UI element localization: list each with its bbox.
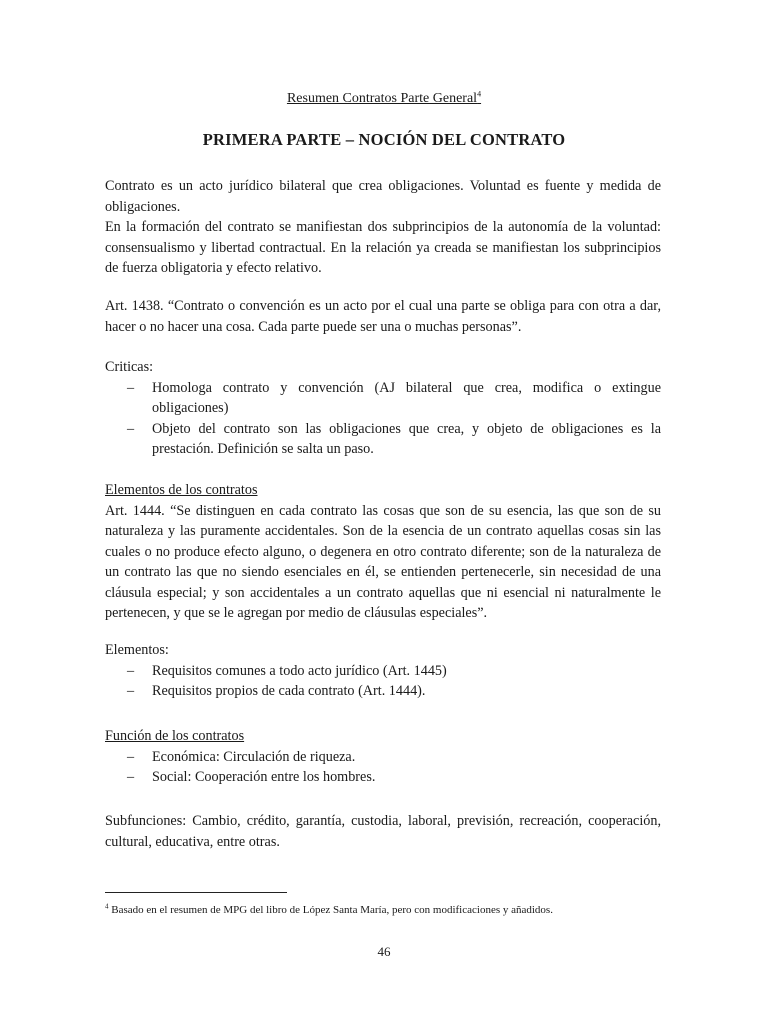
- list-item: [105, 378, 661, 419]
- list-item: [105, 767, 661, 788]
- list-item: [105, 747, 661, 768]
- subfunciones-section: [105, 811, 661, 852]
- elementos-contratos-section: [105, 480, 661, 624]
- elementos-label: Elementos:: [105, 642, 169, 658]
- footnote-marker: 4: [105, 902, 109, 911]
- intro-paragraph-1: Contrato es un acto jurídico bilateral que crea obligaciones. Voluntad es fuente y medida de obligaciones.: [105, 178, 661, 215]
- funcion-item-text: Social: Cooperación entre los hombres.: [152, 769, 376, 785]
- elementos-item-text: Requisitos propios de cada contrato (Art. 1444).: [152, 683, 426, 699]
- criticas-section: [105, 357, 661, 460]
- footnote-divider: [105, 892, 287, 893]
- funcion-item-text: Económica: Circulación de riqueza.: [152, 748, 356, 765]
- part-title: PRIMERA PARTE – NOCIÓN DEL CONTRATO: [202, 130, 566, 149]
- list-item: [105, 661, 661, 682]
- article-1438-quote: Art. 1438. “Contrato o convención es un acto por el cual una parte se obliga para con otra a dar, hacer o no hacer una cosa. Cada parte puede ser una o muchas personas”.: [105, 298, 661, 335]
- footnote-text: Basado en el resumen de MPG del libro de López Santa María, pero con modificaciones y añadidos.: [108, 904, 553, 916]
- criticas-item-text: Objeto del contrato son las obligaciones que crea, y objeto de obligaciones es la prestación. Definición se salta un paso.: [152, 420, 661, 457]
- criticas-label: Criticas:: [105, 359, 154, 375]
- funcion-section: [105, 726, 661, 788]
- dash-bullet: –: [127, 420, 135, 437]
- elementos-section: [105, 640, 661, 702]
- funcion-list: [105, 747, 661, 788]
- intro-paragraph-2: En la formación del contrato se manifiestan dos subprincipios de la autonomía de la voluntad: consensualismo y libertad contractual. En la relación ya creada se manifiestan los subprincipios de fuerza obligatoria y efecto relativo.: [105, 219, 661, 276]
- document-title: [0, 89, 768, 110]
- list-item: [105, 419, 661, 460]
- title-footnote-marker: 4: [477, 89, 482, 99]
- elementos-list: [105, 661, 661, 702]
- article-1444-quote: Art. 1444. “Se distinguen en cada contrato las cosas que son de su esencia, las que son de su naturaleza y las puramente accidentales. Son de la esencia de un contrato aquellas cosas sin las cuales o no produce efecto alguno, o degenera en otro contrato diferente; son de la naturaleza de un contrato las que no siendo esenciales en él, se entienden pertenecerle, sin necesidad de una cláusula especial; y son accidentales a un contrato aquellas que ni esencial ni naturalmente le pertenecen, y que se le agregan por medio de cláusulas especiales”.: [105, 502, 661, 621]
- elementos-contratos-heading: Elementos de los contratos: [105, 482, 258, 498]
- page-number: 46: [377, 944, 391, 959]
- dash-bullet: –: [127, 748, 135, 765]
- dash-bullet: –: [127, 769, 135, 785]
- document-title-text: Resumen Contratos Parte General: [286, 91, 478, 106]
- funcion-heading: Función de los contratos: [105, 728, 245, 744]
- article-1438-section: [105, 296, 661, 337]
- intro-section: [105, 176, 661, 279]
- footnote: [105, 903, 705, 917]
- dash-bullet: –: [127, 662, 135, 679]
- dash-bullet: –: [127, 379, 135, 396]
- criticas-list: [105, 378, 661, 460]
- criticas-item-text: Homologa contrato y convención (AJ bilateral que crea, modifica o extingue obligaciones): [152, 379, 661, 416]
- subfunciones-paragraph: Subfunciones: Cambio, crédito, garantía, custodia, laboral, previsión, recreación, cooperación, cultural, educativa, entre otras.: [105, 813, 661, 850]
- elementos-item-text: Requisitos comunes a todo acto jurídico (Art. 1445): [152, 662, 447, 679]
- dash-bullet: –: [127, 683, 135, 699]
- list-item: [105, 681, 661, 702]
